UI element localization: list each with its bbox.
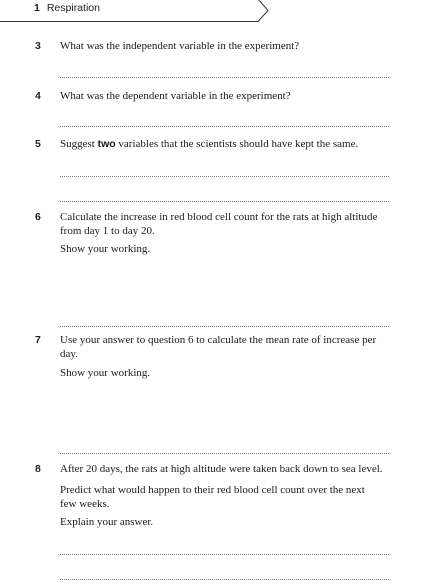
chapter-header <box>0 0 440 24</box>
answer-line[interactable] <box>60 201 389 202</box>
answer-line[interactable] <box>60 554 389 555</box>
question-text-part: variables that the scientists should have kept the same. <box>115 138 359 150</box>
question-number: 7 <box>35 334 41 346</box>
question-text-predict: Predict what would happen to their red blood cell count over the next few weeks. <box>60 484 365 510</box>
question-text: What was the independent variable in the experiment? <box>60 40 300 52</box>
answer-line[interactable] <box>60 453 389 454</box>
chapter-name: Respiration <box>46 2 100 14</box>
question-text <box>60 138 395 152</box>
answer-line[interactable] <box>60 126 389 127</box>
question-number: 3 <box>35 40 41 52</box>
working-instruction: Show your working. <box>60 243 151 255</box>
question-text-part: Suggest <box>60 138 98 150</box>
question-number: 6 <box>35 211 41 223</box>
question-text: Calculate the increase in red blood cell count for the rats at high altitude from day 1 to day 20. <box>60 211 378 237</box>
working-instruction: Explain your answer. <box>60 516 154 528</box>
chapter-title <box>34 2 100 14</box>
answer-line[interactable] <box>60 176 389 177</box>
question-text: What was the dependent variable in the experiment? <box>60 90 291 102</box>
working-instruction: Show your working. <box>60 367 151 379</box>
emphasis-word: two <box>97 138 116 150</box>
question-number: 5 <box>35 138 41 150</box>
question-text: After 20 days, the rats at high altitude were taken back down to sea level. <box>60 463 383 475</box>
question-number: 4 <box>35 90 41 102</box>
question-text: Use your answer to question 6 to calculate the mean rate of increase per day. <box>60 334 377 360</box>
answer-line[interactable] <box>60 77 389 78</box>
question-number: 8 <box>35 463 41 475</box>
answer-line[interactable] <box>60 326 389 327</box>
chapter-number: 1 <box>34 2 40 14</box>
answer-line[interactable] <box>60 579 389 580</box>
